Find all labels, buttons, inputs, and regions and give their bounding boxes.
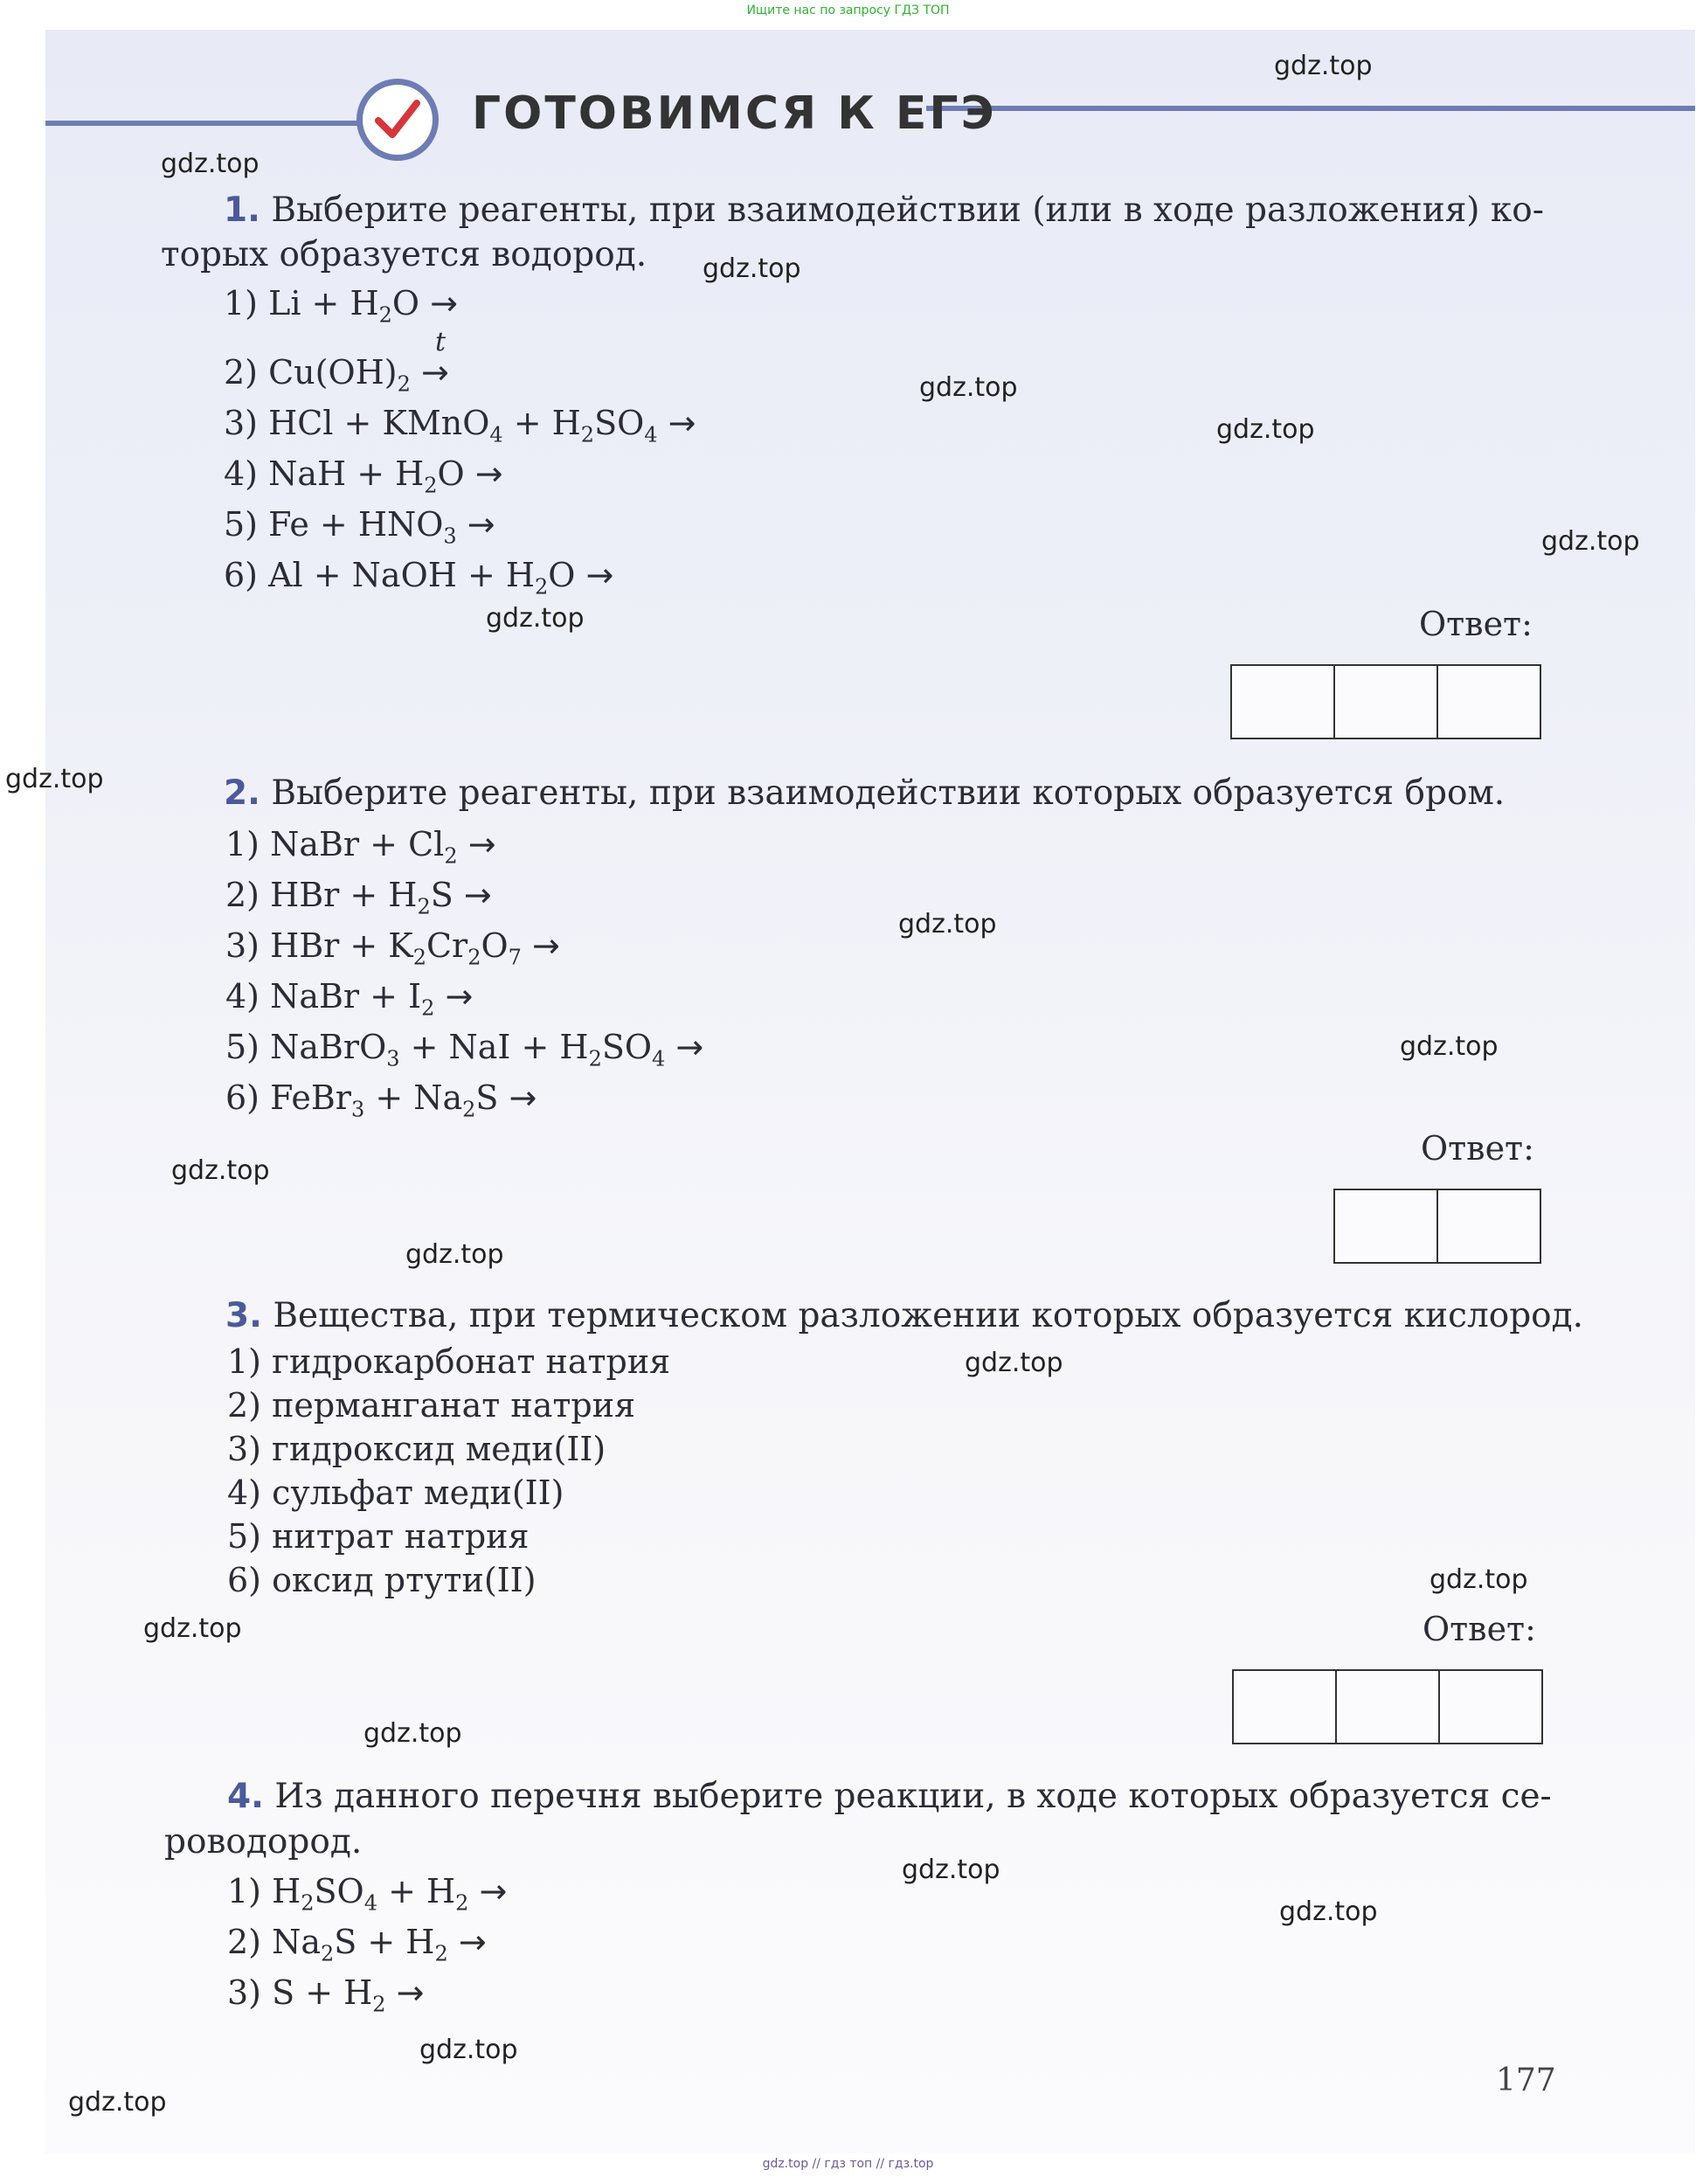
q1-option-6: 6) Al + NaOH + $H_2O$ → xyxy=(224,556,614,600)
q1-answer-label: Ответ: xyxy=(1419,605,1533,643)
watermark: gdz.top xyxy=(363,1718,462,1749)
q1-option-5: 5) $Fe + HNO_3$ → xyxy=(224,505,495,549)
watermark: gdz.top xyxy=(1429,1564,1528,1595)
watermark: gdz.top xyxy=(143,1613,242,1644)
watermark: gdz.top xyxy=(405,1239,504,1270)
q3-option-1: 1) гидрокарбонат натрия xyxy=(227,1342,671,1381)
watermark: gdz.top xyxy=(1274,51,1373,81)
q4-option-3: 3) $S + H_2$ → xyxy=(227,1973,425,2017)
watermark: gdz.top xyxy=(965,1348,1063,1378)
watermark: gdz.top xyxy=(5,764,104,794)
page-number: 177 xyxy=(1496,2063,1556,2098)
q2-answer-cell[interactable] xyxy=(1436,1190,1540,1262)
watermark: gdz.top xyxy=(1216,414,1315,445)
watermark: gdz.top xyxy=(1400,1031,1499,1062)
watermark: gdz.top xyxy=(161,149,260,179)
q2-option-3: 3) HBr + $K_2Cr_2O_7$ → xyxy=(225,926,560,970)
q1-answer-cell[interactable] xyxy=(1436,666,1540,738)
q2-answer-cell[interactable] xyxy=(1335,1190,1436,1262)
q2-option-1: 1) NaBr + $Cl_2$ → xyxy=(225,825,496,869)
question-1-title-cont: торых образуется водород. xyxy=(161,235,647,274)
watermark: gdz.top xyxy=(68,2087,167,2118)
q3-answer-cell[interactable] xyxy=(1335,1671,1438,1743)
top-note: Ищите нас по запросу ГДЗ ТОП xyxy=(746,3,950,17)
question-4-title-cont: роводород. xyxy=(164,1822,363,1862)
q2-option-5: 5) NaBrO$_3$ + NaI + $H_2SO_4$ → xyxy=(225,1028,704,1071)
q3-option-6: 6) оксид ртути(II) xyxy=(227,1561,536,1599)
q2-option-2: 2) HBr + $H_2S$ → xyxy=(225,876,492,919)
q3-option-2: 2) перманганат натрия xyxy=(227,1386,636,1425)
q3-answer-boxes[interactable] xyxy=(1232,1669,1543,1744)
watermark: gdz.top xyxy=(419,2035,518,2065)
q1-answer-cell[interactable] xyxy=(1232,666,1333,738)
question-3-title: 3. Вещества, при термическом разложении которых образуется кислород. xyxy=(225,1296,1584,1335)
watermark: gdz.top xyxy=(898,909,997,939)
watermark: gdz.top xyxy=(1541,526,1640,557)
watermark: gdz.top xyxy=(919,372,1018,403)
q1-option-3: 3) HCl + KMnO$_4$ + $H_2SO_4$ → xyxy=(224,404,696,447)
q3-option-4: 4) сульфат меди(II) xyxy=(227,1473,564,1512)
q3-option-5: 5) нитрат натрия xyxy=(227,1517,530,1556)
watermark: gdz.top xyxy=(171,1155,270,1186)
question-1-title: 1. Выберите реагенты, при взаимодействии (или в ходе разложения) ко- xyxy=(224,191,1544,230)
q1-answer-cell[interactable] xyxy=(1333,666,1436,738)
q2-option-6: 6) FeBr$_3$ + $Na_2S$ → xyxy=(225,1078,537,1122)
header-title: ГОТОВИМСЯ К ЕГЭ xyxy=(472,87,997,140)
watermark: gdz.top xyxy=(486,603,585,634)
q1-option-2: 2) $Cu(OH)_2$ t → xyxy=(224,327,449,397)
q2-option-4: 4) NaBr + $I_2$ → xyxy=(225,977,474,1021)
q1-option-1: 1) $Li + H_2O$ → xyxy=(224,284,458,328)
watermark: gdz.top xyxy=(902,1855,1000,1885)
header-rule-left xyxy=(45,121,360,126)
q3-answer-cell[interactable] xyxy=(1438,1671,1541,1743)
checkmark-icon xyxy=(357,79,439,161)
q3-answer-label: Ответ: xyxy=(1423,1610,1536,1648)
question-2-title: 2. Выберите реагенты, при взаимодействии которых образуется бром. xyxy=(224,773,1506,813)
q1-answer-boxes[interactable] xyxy=(1230,664,1541,739)
q3-option-3: 3) гидроксид меди(II) xyxy=(227,1430,606,1468)
watermark: gdz.top xyxy=(1279,1896,1378,1927)
header-rule-right xyxy=(926,106,1695,111)
bottom-note: gdz.top // гдз топ // гдз.top xyxy=(762,2157,934,2171)
q3-answer-cell[interactable] xyxy=(1234,1671,1335,1743)
q1-option-4: 4) NaH + $H_2O$ → xyxy=(224,454,503,498)
q4-option-2: 2) $Na_2S + H_2$ → xyxy=(227,1923,487,1966)
q2-answer-label: Ответ: xyxy=(1421,1129,1534,1168)
q4-option-1: 1) $H_2SO_4 + H_2$ → xyxy=(227,1872,508,1916)
question-4-title: 4. Из данного перечня выберите реакции, в ходе которых образуется се- xyxy=(227,1777,1552,1816)
watermark: gdz.top xyxy=(703,253,801,284)
q2-answer-boxes[interactable] xyxy=(1333,1189,1541,1264)
